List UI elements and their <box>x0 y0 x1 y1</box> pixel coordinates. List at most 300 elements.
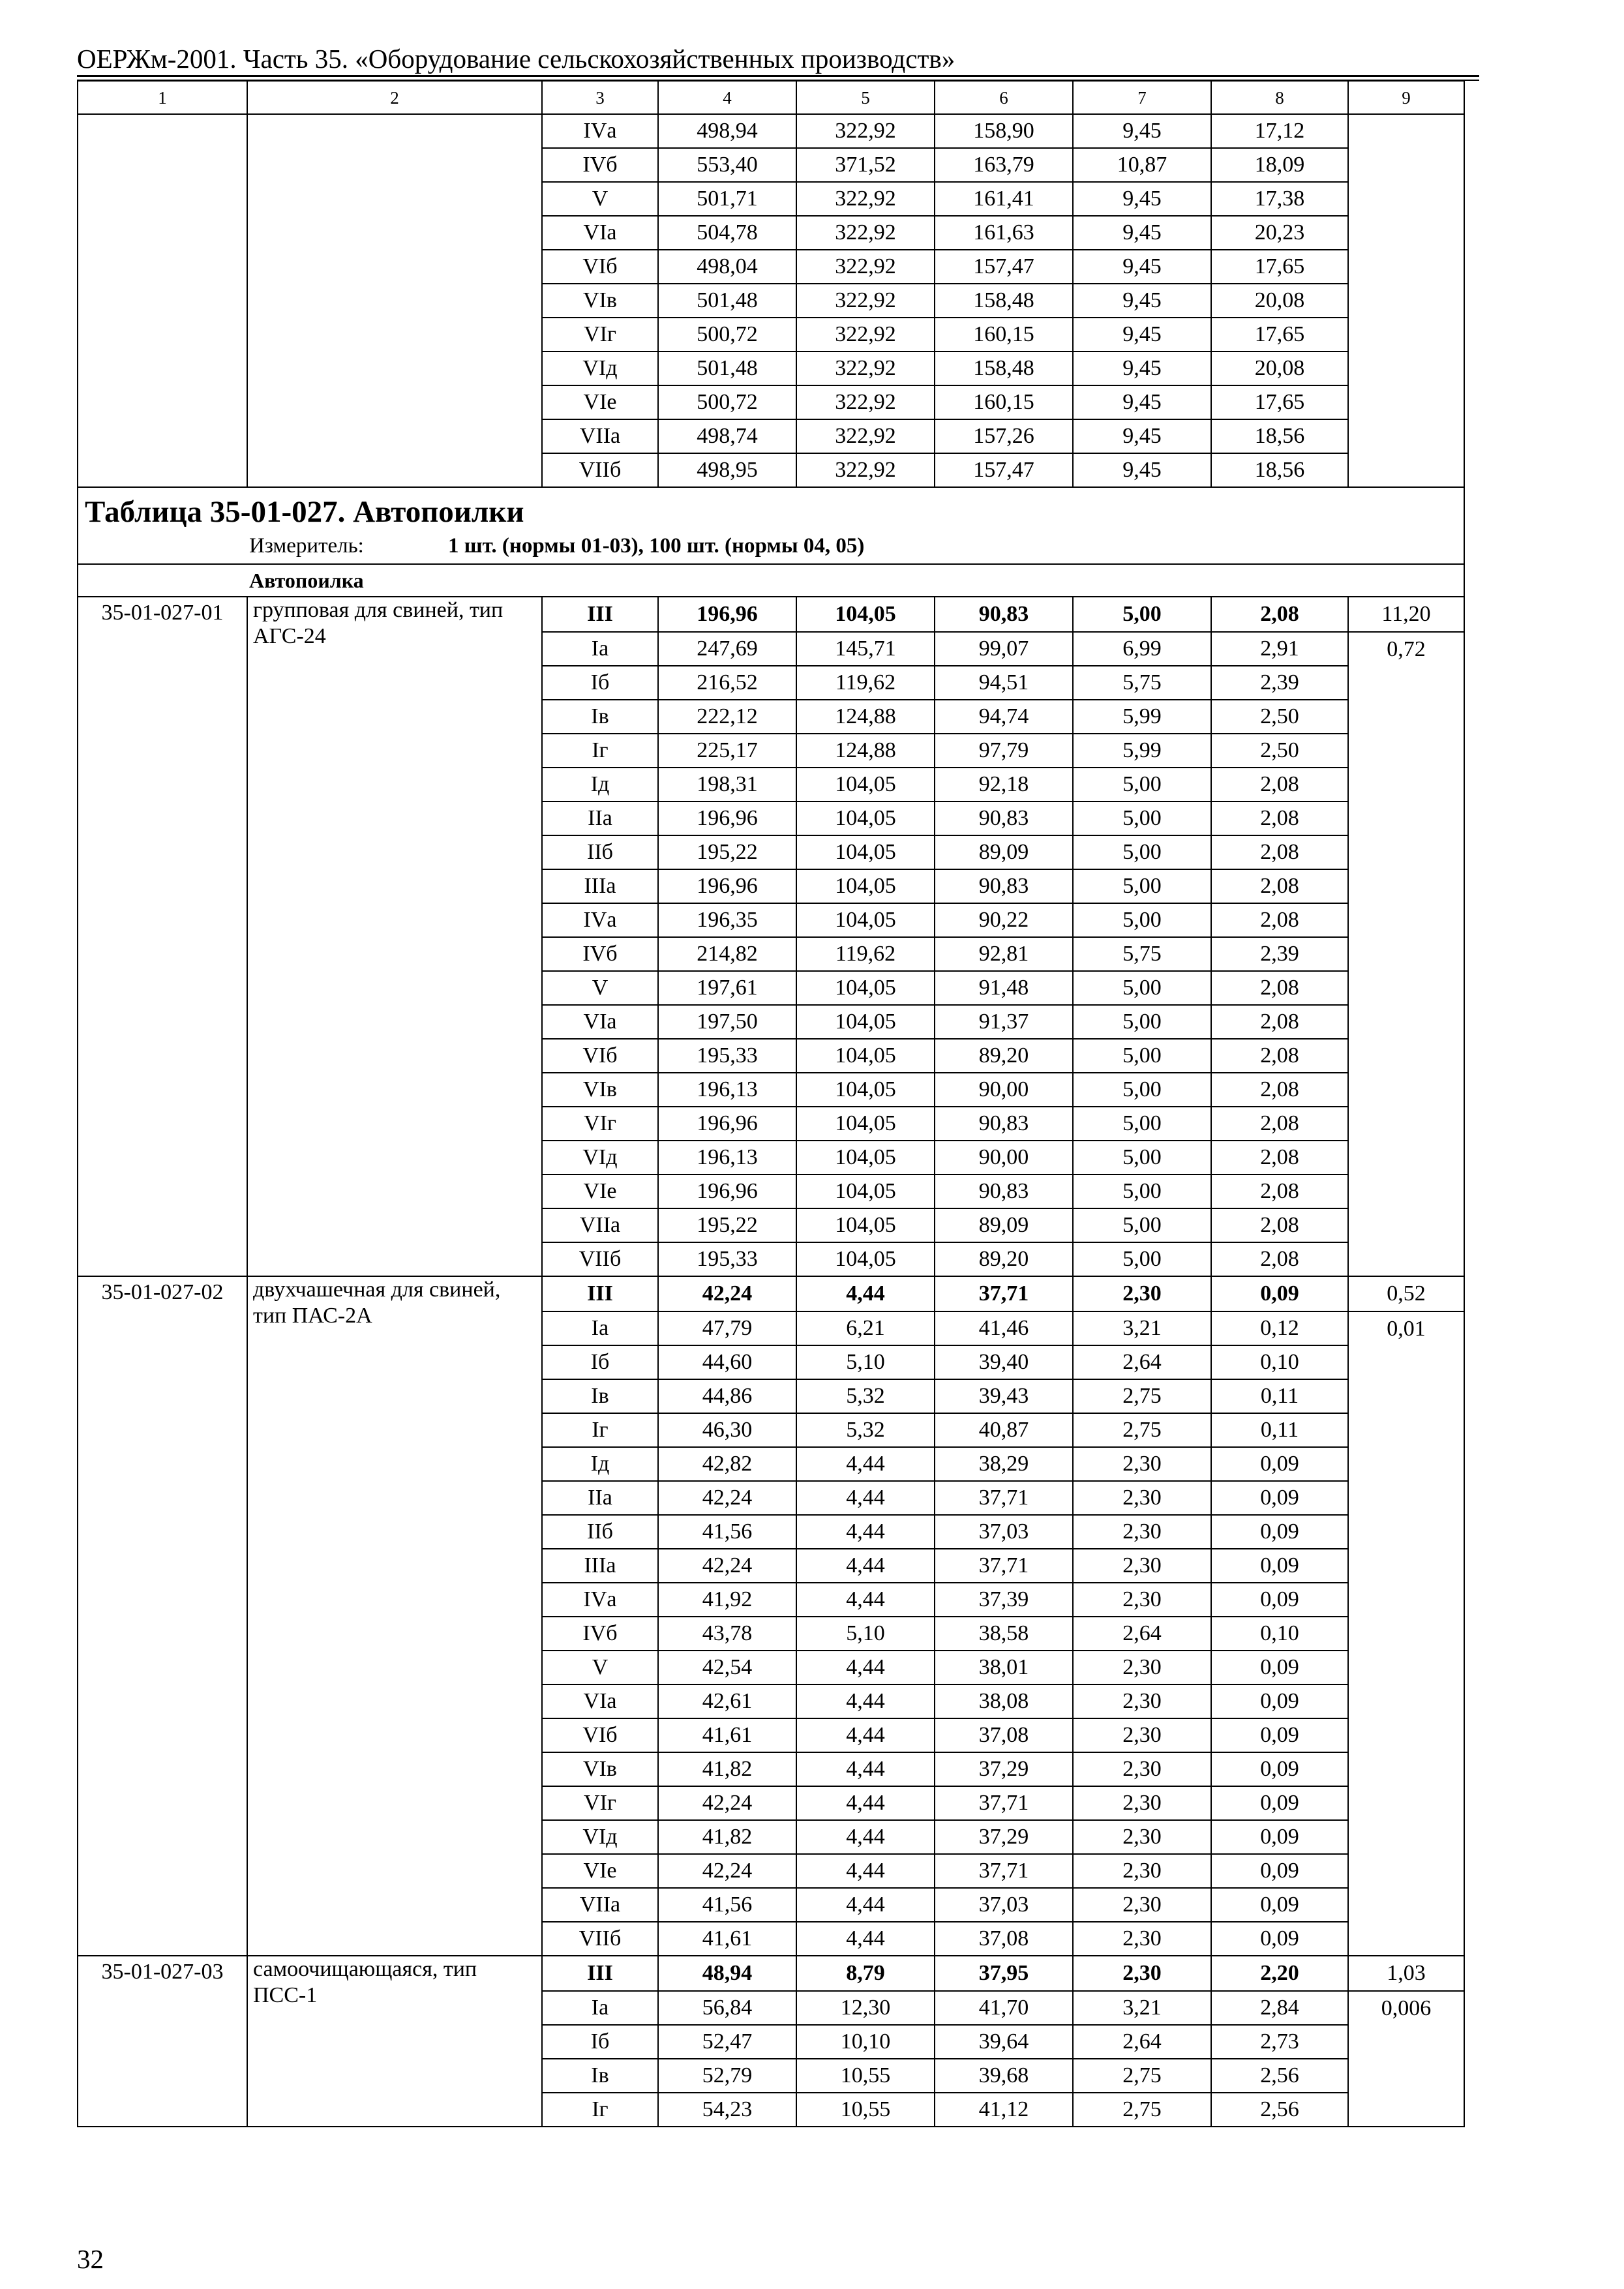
zone-cell: VIIа <box>542 1888 658 1922</box>
wages-cell: 5,32 <box>796 1413 935 1447</box>
wages-cell: 12,30 <box>796 1991 935 2025</box>
zone-cell: Iг <box>542 1413 658 1447</box>
labor-cell: 5,00 <box>1073 768 1211 801</box>
labor-cell: 5,00 <box>1073 1141 1211 1174</box>
labor-cell: 5,75 <box>1073 937 1211 971</box>
materials-cell: 89,09 <box>935 835 1073 869</box>
total-cost-cell: 41,82 <box>658 1752 796 1786</box>
norm-code: 35-01-027-02 <box>78 1276 247 1956</box>
machine-cell: 17,12 <box>1211 114 1348 148</box>
zone-cell: Iб <box>542 2025 658 2059</box>
zone-cell: VIв <box>542 1752 658 1786</box>
labor-cell: 9,45 <box>1073 385 1211 419</box>
labor-cell: 5,00 <box>1073 1174 1211 1208</box>
wages-cell: 104,05 <box>796 1141 935 1174</box>
col9-value: 0,006 <box>1348 1991 1464 2127</box>
total-cost-cell: 501,71 <box>658 182 796 216</box>
zone-cell: IVа <box>542 114 658 148</box>
wages-cell: 5,10 <box>796 1617 935 1651</box>
wages-cell: 104,05 <box>796 835 935 869</box>
total-cost-cell: 41,82 <box>658 1820 796 1854</box>
machine-cell: 0,09 <box>1211 1481 1348 1515</box>
materials-cell: 41,46 <box>935 1311 1073 1345</box>
zone-cell: Iа <box>542 1991 658 2025</box>
wages-cell: 322,92 <box>796 318 935 352</box>
labor-cell: 2,30 <box>1073 1854 1211 1888</box>
zone-cell: IVа <box>542 903 658 937</box>
materials-cell: 157,47 <box>935 453 1073 487</box>
materials-cell: 90,83 <box>935 1107 1073 1141</box>
zone-cell: Iб <box>542 1345 658 1379</box>
labor-cell: 2,30 <box>1073 1956 1211 1991</box>
wages-cell: 4,44 <box>796 1651 935 1684</box>
header-rule <box>77 75 1479 77</box>
total-cost-cell: 42,24 <box>658 1786 796 1820</box>
machine-cell: 2,50 <box>1211 700 1348 734</box>
machine-cell: 2,39 <box>1211 937 1348 971</box>
labor-cell: 9,45 <box>1073 216 1211 250</box>
machine-cell: 2,08 <box>1211 1073 1348 1107</box>
total-cost-cell: 216,52 <box>658 666 796 700</box>
wages-cell: 4,44 <box>796 1854 935 1888</box>
zone-cell: IVа <box>542 1583 658 1617</box>
total-cost-cell: 498,95 <box>658 453 796 487</box>
labor-cell: 2,30 <box>1073 1447 1211 1481</box>
col9-cell <box>1348 114 1464 487</box>
col9-value: 0,01 <box>1348 1311 1464 1956</box>
machine-cell: 2,08 <box>1211 801 1348 835</box>
zone-cell: V <box>542 182 658 216</box>
zone-cell: Iг <box>542 734 658 768</box>
machine-cell: 20,08 <box>1211 284 1348 318</box>
wages-cell: 322,92 <box>796 284 935 318</box>
zone-cell: III <box>542 1276 658 1311</box>
materials-cell: 41,70 <box>935 1991 1073 2025</box>
total-cost-cell: 54,23 <box>658 2093 796 2127</box>
zone-cell: IIIа <box>542 1549 658 1583</box>
zone-cell: VIг <box>542 1786 658 1820</box>
labor-cell: 2,30 <box>1073 1718 1211 1752</box>
wages-cell: 104,05 <box>796 903 935 937</box>
machine-cell: 2,73 <box>1211 2025 1348 2059</box>
total-cost-cell: 198,31 <box>658 768 796 801</box>
total-cost-cell: 197,50 <box>658 1005 796 1039</box>
total-cost-cell: 46,30 <box>658 1413 796 1447</box>
labor-cell: 2,30 <box>1073 1786 1211 1820</box>
materials-cell: 90,22 <box>935 903 1073 937</box>
materials-cell: 90,83 <box>935 801 1073 835</box>
materials-cell: 90,83 <box>935 869 1073 903</box>
materials-cell: 89,20 <box>935 1039 1073 1073</box>
materials-cell: 37,39 <box>935 1583 1073 1617</box>
total-cost-cell: 42,61 <box>658 1684 796 1718</box>
wages-cell: 124,88 <box>796 734 935 768</box>
wages-cell: 322,92 <box>796 114 935 148</box>
zone-cell: IVб <box>542 148 658 182</box>
table-row <box>78 597 1464 632</box>
materials-cell: 38,29 <box>935 1447 1073 1481</box>
materials-cell: 89,20 <box>935 1242 1073 1276</box>
zone-cell: Iв <box>542 700 658 734</box>
materials-cell: 90,83 <box>935 1174 1073 1208</box>
zone-cell: V <box>542 1651 658 1684</box>
materials-cell: 94,74 <box>935 700 1073 734</box>
machine-cell: 0,12 <box>1211 1311 1348 1345</box>
materials-cell: 157,47 <box>935 250 1073 284</box>
wages-cell: 104,05 <box>796 1242 935 1276</box>
zone-cell: IIIа <box>542 869 658 903</box>
machine-cell: 0,11 <box>1211 1413 1348 1447</box>
total-cost-cell: 196,13 <box>658 1073 796 1107</box>
machine-cell: 20,08 <box>1211 352 1348 385</box>
table-title-cell <box>78 487 1464 564</box>
labor-cell: 10,87 <box>1073 148 1211 182</box>
total-cost-cell: 41,56 <box>658 1888 796 1922</box>
col9-value: 1,03 <box>1348 1956 1464 1991</box>
meter-line <box>249 531 1456 561</box>
labor-cell: 2,75 <box>1073 2059 1211 2093</box>
machine-cell: 17,65 <box>1211 250 1348 284</box>
labor-cell: 2,30 <box>1073 1583 1211 1617</box>
zone-cell: IIб <box>542 835 658 869</box>
wages-cell: 322,92 <box>796 250 935 284</box>
group-row <box>78 564 1464 597</box>
labor-cell: 9,45 <box>1073 318 1211 352</box>
machine-cell: 2,91 <box>1211 632 1348 666</box>
total-cost-cell: 196,96 <box>658 1107 796 1141</box>
zone-cell: VIд <box>542 1141 658 1174</box>
wages-cell: 104,05 <box>796 1039 935 1073</box>
machine-cell: 2,08 <box>1211 1174 1348 1208</box>
labor-cell: 5,00 <box>1073 1073 1211 1107</box>
machine-cell: 18,56 <box>1211 453 1348 487</box>
machine-cell: 0,09 <box>1211 1583 1348 1617</box>
machine-cell: 0,09 <box>1211 1922 1348 1956</box>
total-cost-cell: 195,22 <box>658 835 796 869</box>
zone-cell: Iб <box>542 666 658 700</box>
materials-cell: 157,26 <box>935 419 1073 453</box>
column-number: 4 <box>658 81 796 114</box>
labor-cell: 5,00 <box>1073 971 1211 1005</box>
wages-cell: 8,79 <box>796 1956 935 1991</box>
col9-value: 0,52 <box>1348 1276 1464 1311</box>
wages-cell: 104,05 <box>796 801 935 835</box>
zone-cell: VIа <box>542 1005 658 1039</box>
machine-cell: 2,08 <box>1211 1039 1348 1073</box>
table-row <box>78 114 1464 148</box>
norm-name: самоочищающаяся, тип ПСС-1 <box>247 1956 542 2127</box>
machine-cell: 0,09 <box>1211 1651 1348 1684</box>
wages-cell: 4,44 <box>796 1888 935 1922</box>
machine-cell: 0,09 <box>1211 1276 1348 1311</box>
total-cost-cell: 500,72 <box>658 318 796 352</box>
meter-label: Измеритель: <box>249 534 364 558</box>
materials-cell: 37,08 <box>935 1718 1073 1752</box>
materials-cell: 161,63 <box>935 216 1073 250</box>
zone-cell: Iв <box>542 2059 658 2093</box>
column-number: 5 <box>796 81 935 114</box>
labor-cell: 9,45 <box>1073 250 1211 284</box>
machine-cell: 0,10 <box>1211 1617 1348 1651</box>
zone-cell: IIб <box>542 1515 658 1549</box>
labor-cell: 5,00 <box>1073 1208 1211 1242</box>
materials-cell: 40,87 <box>935 1413 1073 1447</box>
name-cell <box>247 114 542 487</box>
machine-cell: 0,10 <box>1211 1345 1348 1379</box>
labor-cell: 9,45 <box>1073 453 1211 487</box>
column-number: 1 <box>78 81 247 114</box>
wages-cell: 322,92 <box>796 182 935 216</box>
total-cost-cell: 41,56 <box>658 1515 796 1549</box>
materials-cell: 97,79 <box>935 734 1073 768</box>
total-cost-cell: 52,47 <box>658 2025 796 2059</box>
zone-cell: VIе <box>542 385 658 419</box>
wages-cell: 104,05 <box>796 1107 935 1141</box>
total-cost-cell: 43,78 <box>658 1617 796 1651</box>
machine-cell: 2,08 <box>1211 971 1348 1005</box>
zone-cell: VIе <box>542 1174 658 1208</box>
total-cost-cell: 222,12 <box>658 700 796 734</box>
total-cost-cell: 197,61 <box>658 971 796 1005</box>
total-cost-cell: 44,86 <box>658 1379 796 1413</box>
labor-cell: 5,00 <box>1073 869 1211 903</box>
materials-cell: 99,07 <box>935 632 1073 666</box>
materials-cell: 94,51 <box>935 666 1073 700</box>
total-cost-cell: 42,24 <box>658 1854 796 1888</box>
labor-cell: 5,00 <box>1073 801 1211 835</box>
wages-cell: 124,88 <box>796 700 935 734</box>
code-cell <box>78 114 247 487</box>
total-cost-cell: 196,96 <box>658 1174 796 1208</box>
labor-cell: 2,30 <box>1073 1515 1211 1549</box>
materials-cell: 37,71 <box>935 1786 1073 1820</box>
wages-cell: 4,44 <box>796 1549 935 1583</box>
total-cost-cell: 196,96 <box>658 869 796 903</box>
total-cost-cell: 42,24 <box>658 1481 796 1515</box>
zone-cell: VIа <box>542 1684 658 1718</box>
zone-cell: VIIб <box>542 1922 658 1956</box>
materials-cell: 37,95 <box>935 1956 1073 1991</box>
materials-cell: 91,37 <box>935 1005 1073 1039</box>
labor-cell: 5,99 <box>1073 700 1211 734</box>
zone-cell: VIIб <box>542 453 658 487</box>
materials-cell: 37,03 <box>935 1515 1073 1549</box>
machine-cell: 0,09 <box>1211 1820 1348 1854</box>
machine-cell: 0,11 <box>1211 1379 1348 1413</box>
materials-cell: 158,90 <box>935 114 1073 148</box>
group-label: Автопоилка <box>78 564 1464 597</box>
total-cost-cell: 44,60 <box>658 1345 796 1379</box>
machine-cell: 0,09 <box>1211 1447 1348 1481</box>
wages-cell: 4,44 <box>796 1583 935 1617</box>
labor-cell: 2,30 <box>1073 1888 1211 1922</box>
column-number: 3 <box>542 81 658 114</box>
total-cost-cell: 498,74 <box>658 419 796 453</box>
wages-cell: 5,10 <box>796 1345 935 1379</box>
machine-cell: 17,38 <box>1211 182 1348 216</box>
total-cost-cell: 500,72 <box>658 385 796 419</box>
zone-cell: Iа <box>542 1311 658 1345</box>
labor-cell: 2,75 <box>1073 2093 1211 2127</box>
table-title-row <box>78 487 1464 564</box>
wages-cell: 145,71 <box>796 632 935 666</box>
zone-cell: VIв <box>542 1073 658 1107</box>
wages-cell: 10,10 <box>796 2025 935 2059</box>
machine-cell: 18,09 <box>1211 148 1348 182</box>
labor-cell: 9,45 <box>1073 352 1211 385</box>
labor-cell: 3,21 <box>1073 1311 1211 1345</box>
wages-cell: 4,44 <box>796 1718 935 1752</box>
col9-value: 0,72 <box>1348 632 1464 1276</box>
materials-cell: 39,64 <box>935 2025 1073 2059</box>
materials-cell: 41,12 <box>935 2093 1073 2127</box>
materials-cell: 37,03 <box>935 1888 1073 1922</box>
norm-code: 35-01-027-01 <box>78 597 247 1276</box>
wages-cell: 10,55 <box>796 2059 935 2093</box>
labor-cell: 2,64 <box>1073 2025 1211 2059</box>
wages-cell: 104,05 <box>796 1174 935 1208</box>
total-cost-cell: 42,24 <box>658 1549 796 1583</box>
total-cost-cell: 47,79 <box>658 1311 796 1345</box>
zone-cell: V <box>542 971 658 1005</box>
machine-cell: 17,65 <box>1211 385 1348 419</box>
materials-cell: 89,09 <box>935 1208 1073 1242</box>
materials-cell: 37,08 <box>935 1922 1073 1956</box>
machine-cell: 0,09 <box>1211 1786 1348 1820</box>
zone-cell: VIг <box>542 1107 658 1141</box>
wages-cell: 104,05 <box>796 971 935 1005</box>
zone-cell: Iг <box>542 2093 658 2127</box>
materials-cell: 90,00 <box>935 1073 1073 1107</box>
machine-cell: 2,56 <box>1211 2093 1348 2127</box>
materials-cell: 160,15 <box>935 385 1073 419</box>
total-cost-cell: 498,94 <box>658 114 796 148</box>
machine-cell: 2,08 <box>1211 768 1348 801</box>
wages-cell: 5,32 <box>796 1379 935 1413</box>
labor-cell: 2,30 <box>1073 1820 1211 1854</box>
zone-cell: VIIа <box>542 419 658 453</box>
column-number: 7 <box>1073 81 1211 114</box>
machine-cell: 0,09 <box>1211 1752 1348 1786</box>
machine-cell: 2,08 <box>1211 1141 1348 1174</box>
machine-cell: 0,09 <box>1211 1888 1348 1922</box>
labor-cell: 2,75 <box>1073 1379 1211 1413</box>
column-number: 8 <box>1211 81 1348 114</box>
zone-cell: III <box>542 597 658 632</box>
labor-cell: 2,30 <box>1073 1651 1211 1684</box>
machine-cell: 0,09 <box>1211 1549 1348 1583</box>
labor-cell: 5,00 <box>1073 1005 1211 1039</box>
machine-cell: 2,08 <box>1211 869 1348 903</box>
labor-cell: 2,64 <box>1073 1617 1211 1651</box>
labor-cell: 9,45 <box>1073 419 1211 453</box>
wages-cell: 10,55 <box>796 2093 935 2127</box>
wages-cell: 104,05 <box>796 1073 935 1107</box>
machine-cell: 18,56 <box>1211 419 1348 453</box>
machine-cell: 2,08 <box>1211 1208 1348 1242</box>
wages-cell: 4,44 <box>796 1276 935 1311</box>
machine-cell: 0,09 <box>1211 1718 1348 1752</box>
machine-cell: 2,08 <box>1211 597 1348 632</box>
zone-cell: VIб <box>542 1039 658 1073</box>
wages-cell: 104,05 <box>796 1208 935 1242</box>
norm-name: групповая для свиней, тип АГС-24 <box>247 597 542 1276</box>
materials-cell: 38,58 <box>935 1617 1073 1651</box>
machine-cell: 2,56 <box>1211 2059 1348 2093</box>
machine-cell: 2,20 <box>1211 1956 1348 1991</box>
total-cost-cell: 498,04 <box>658 250 796 284</box>
zone-cell: Iа <box>542 632 658 666</box>
materials-cell: 158,48 <box>935 352 1073 385</box>
labor-cell: 5,00 <box>1073 903 1211 937</box>
wages-cell: 4,44 <box>796 1684 935 1718</box>
materials-cell: 39,40 <box>935 1345 1073 1379</box>
materials-cell: 37,71 <box>935 1549 1073 1583</box>
running-header: ОЕРЖм-2001. Часть 35. «Оборудование сельскохозяйственных производств» <box>77 44 955 74</box>
materials-cell: 38,08 <box>935 1684 1073 1718</box>
zone-cell: IIа <box>542 1481 658 1515</box>
materials-cell: 160,15 <box>935 318 1073 352</box>
wages-cell: 4,44 <box>796 1786 935 1820</box>
wages-cell: 4,44 <box>796 1481 935 1515</box>
total-cost-cell: 214,82 <box>658 937 796 971</box>
labor-cell: 9,45 <box>1073 284 1211 318</box>
norm-code: 35-01-027-03 <box>78 1956 247 2127</box>
machine-cell: 0,09 <box>1211 1854 1348 1888</box>
norm-name: двухчашечная для свиней, тип ПАС-2А <box>247 1276 542 1956</box>
labor-cell: 2,75 <box>1073 1413 1211 1447</box>
wages-cell: 119,62 <box>796 666 935 700</box>
total-cost-cell: 247,69 <box>658 632 796 666</box>
col9-value: 11,20 <box>1348 597 1464 632</box>
labor-cell: 5,00 <box>1073 1242 1211 1276</box>
machine-cell: 17,65 <box>1211 318 1348 352</box>
materials-cell: 37,71 <box>935 1854 1073 1888</box>
table-row <box>78 1276 1464 1311</box>
materials-cell: 91,48 <box>935 971 1073 1005</box>
norms-table <box>77 80 1465 2127</box>
page-number: 32 <box>77 2244 104 2274</box>
machine-cell: 2,50 <box>1211 734 1348 768</box>
total-cost-cell: 501,48 <box>658 284 796 318</box>
total-cost-cell: 195,33 <box>658 1242 796 1276</box>
column-numbers-row <box>78 81 1464 114</box>
labor-cell: 5,00 <box>1073 1039 1211 1073</box>
machine-cell: 2,08 <box>1211 1107 1348 1141</box>
labor-cell: 2,30 <box>1073 1549 1211 1583</box>
materials-cell: 92,81 <box>935 937 1073 971</box>
zone-cell: VIд <box>542 352 658 385</box>
column-number: 6 <box>935 81 1073 114</box>
machine-cell: 2,08 <box>1211 1005 1348 1039</box>
wages-cell: 104,05 <box>796 1005 935 1039</box>
total-cost-cell: 196,96 <box>658 597 796 632</box>
labor-cell: 2,30 <box>1073 1684 1211 1718</box>
total-cost-cell: 196,35 <box>658 903 796 937</box>
labor-cell: 9,45 <box>1073 182 1211 216</box>
total-cost-cell: 42,82 <box>658 1447 796 1481</box>
labor-cell: 2,30 <box>1073 1922 1211 1956</box>
machine-cell: 0,09 <box>1211 1515 1348 1549</box>
table-title: Таблица 35-01-027. Автопоилки <box>85 495 524 529</box>
total-cost-cell: 41,92 <box>658 1583 796 1617</box>
materials-cell: 90,83 <box>935 597 1073 632</box>
machine-cell: 20,23 <box>1211 216 1348 250</box>
zone-cell: VIа <box>542 216 658 250</box>
labor-cell: 2,30 <box>1073 1481 1211 1515</box>
total-cost-cell: 52,79 <box>658 2059 796 2093</box>
zone-cell: IIа <box>542 801 658 835</box>
